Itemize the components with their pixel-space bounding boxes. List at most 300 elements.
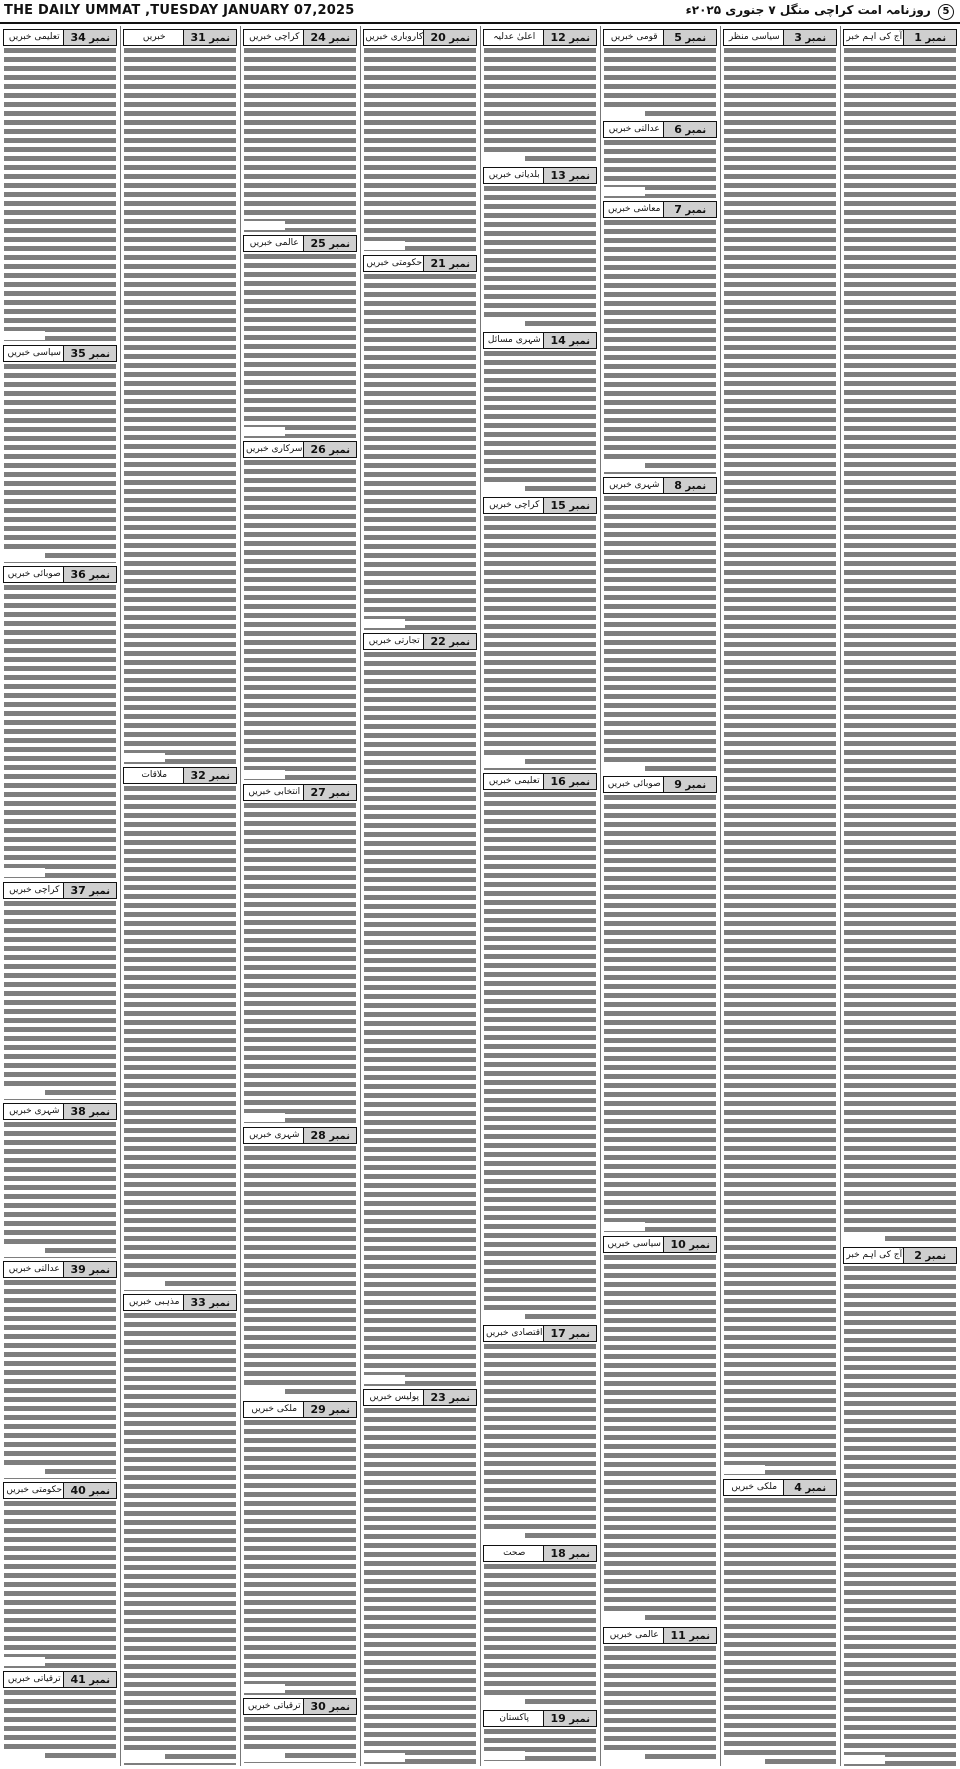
- news-item-title: معاشی خبریں: [608, 204, 661, 214]
- news-item-header: [603, 29, 717, 46]
- news-item: [721, 1476, 839, 1766]
- paragraph-end: [364, 1375, 405, 1384]
- news-item: [361, 252, 479, 630]
- news-item-number: [63, 1483, 116, 1498]
- number-value: 1: [914, 31, 922, 44]
- news-item-number: [63, 1262, 116, 1277]
- news-item-number: [63, 30, 116, 45]
- number-value: 38: [70, 1105, 86, 1118]
- news-item: [361, 26, 479, 252]
- chamber-label: نمبر: [445, 259, 471, 270]
- news-item-header: [3, 1103, 117, 1120]
- paragraph-end: [484, 1311, 525, 1320]
- news-item-body: [604, 220, 716, 474]
- news-item-header: [603, 121, 717, 138]
- paragraph-end: [604, 762, 645, 771]
- chamber-label: نمبر: [921, 1251, 947, 1262]
- news-item-number: [303, 1699, 356, 1714]
- news-item-number: [663, 1237, 716, 1252]
- chamber-label: نمبر: [681, 33, 707, 44]
- chamber-label: نمبر: [85, 33, 111, 44]
- news-item-number: [303, 785, 356, 800]
- news-columns: [0, 26, 960, 1766]
- news-item: [481, 329, 599, 494]
- news-item-body: [484, 792, 596, 1322]
- news-item-title: عدالتی خبریں: [608, 124, 660, 134]
- news-item: [841, 26, 959, 1244]
- news-item: [241, 438, 359, 781]
- news-column: [601, 26, 719, 1766]
- news-item-header: [123, 767, 237, 784]
- news-item: [121, 1291, 239, 1765]
- chamber-label: نمبر: [565, 1549, 591, 1560]
- news-item-header: [483, 332, 597, 349]
- news-item-body: [244, 1146, 356, 1398]
- column-rule: [720, 26, 721, 1766]
- news-item-number: [183, 1295, 236, 1310]
- paragraph-end: [484, 1751, 525, 1760]
- news-item-number: [663, 1628, 716, 1643]
- chamber-label: نمبر: [85, 1265, 111, 1276]
- paragraph-end: [4, 1657, 45, 1666]
- news-item-header: [483, 773, 597, 790]
- number-value: 21: [430, 257, 446, 270]
- chamber-label: نمبر: [85, 1486, 111, 1497]
- number-value: 16: [550, 775, 566, 788]
- paragraph-end: [4, 1751, 45, 1760]
- paragraph-end: [604, 1751, 645, 1760]
- news-item-title: تعلیمی خبریں: [488, 776, 540, 786]
- news-item-number: [423, 256, 476, 271]
- news-item-title: مذہبی خبریں: [128, 1297, 180, 1307]
- news-item: [601, 1233, 719, 1624]
- news-item-header: [483, 1710, 597, 1727]
- news-item: [361, 630, 479, 1386]
- news-item-number: [303, 442, 356, 457]
- chamber-label: نمبر: [565, 171, 591, 182]
- news-item-title: ترقیاتی خبریں: [7, 1674, 61, 1684]
- news-item-number: [663, 202, 716, 217]
- news-item-body: [4, 48, 116, 342]
- news-item-body: [124, 786, 236, 1291]
- news-item-number: [903, 30, 956, 45]
- news-item-header: [123, 29, 237, 46]
- paragraph-end: [844, 1233, 885, 1242]
- paragraph-end: [4, 1247, 45, 1256]
- chamber-label: نمبر: [205, 771, 231, 782]
- number-value: 13: [550, 169, 566, 182]
- news-item-body: [364, 274, 476, 630]
- chamber-label: نمبر: [565, 501, 591, 512]
- chamber-label: نمبر: [685, 1631, 711, 1642]
- news-item-title: اقتصادی خبریں: [485, 1328, 543, 1338]
- number-value: 32: [190, 769, 206, 782]
- number-value: 41: [70, 1673, 86, 1686]
- news-item-body: [124, 48, 236, 764]
- news-item-title: شہری خبریں: [609, 480, 660, 490]
- news-item: [481, 1322, 599, 1542]
- chamber-label: نمبر: [325, 1131, 351, 1142]
- news-item-title: حکومتی خبریں: [6, 1485, 63, 1495]
- chamber-label: نمبر: [325, 1405, 351, 1416]
- number-value: 4: [794, 1481, 802, 1494]
- news-item-body: [124, 1313, 236, 1765]
- news-item: [601, 26, 719, 118]
- paragraph-end: [604, 107, 645, 116]
- news-item-header: [483, 167, 597, 184]
- news-item-body: [364, 1408, 476, 1764]
- news-item: [601, 474, 719, 773]
- number-value: 31: [190, 31, 206, 44]
- news-item-number: [543, 30, 596, 45]
- news-item-body: [364, 652, 476, 1386]
- news-item-number: [543, 1546, 596, 1561]
- news-item-header: [603, 1627, 717, 1644]
- number-value: 29: [310, 1403, 326, 1416]
- number-value: 20: [430, 31, 446, 44]
- news-item: [481, 1542, 599, 1707]
- news-item-body: [844, 48, 956, 1244]
- news-item-title: پاکستان: [499, 1713, 530, 1723]
- news-item-title: عالمی خبریں: [609, 1630, 659, 1640]
- news-item-body: [244, 803, 356, 1124]
- paragraph-end: [604, 1613, 645, 1622]
- news-item-title: شہری مسائل: [487, 335, 541, 345]
- news-item: [121, 764, 239, 1291]
- news-item-title: کراچی خبریں: [489, 500, 540, 510]
- paragraph-end: [4, 1089, 45, 1098]
- paragraph-end: [484, 153, 525, 162]
- paragraph-end: [4, 1468, 45, 1477]
- news-column: [241, 26, 359, 1766]
- news-item-title: عالمی خبریں: [249, 238, 299, 248]
- news-item-body: [484, 1564, 596, 1707]
- column-rule: [840, 26, 841, 1766]
- news-item-body: [244, 254, 356, 438]
- paragraph-end: [4, 552, 45, 561]
- news-item-header: [3, 1671, 117, 1688]
- news-item: [1, 563, 119, 879]
- chamber-label: نمبر: [685, 1240, 711, 1251]
- news-item-header: [243, 1401, 357, 1418]
- number-value: 28: [310, 1129, 326, 1142]
- news-item: [601, 198, 719, 474]
- news-item: [241, 781, 359, 1124]
- news-item-body: [4, 1122, 116, 1258]
- news-item: [841, 1244, 959, 1766]
- chamber-label: نمبر: [681, 481, 707, 492]
- news-item: [481, 26, 599, 164]
- page-number: 5: [938, 4, 954, 20]
- news-item-title: کراچی خبریں: [9, 885, 60, 895]
- news-item: [601, 1624, 719, 1762]
- chamber-label: نمبر: [85, 1675, 111, 1686]
- news-item-title: بلدیاتی خبریں: [488, 170, 540, 180]
- news-item-number: [63, 1104, 116, 1119]
- news-item-header: [243, 441, 357, 458]
- news-column: [1, 26, 119, 1766]
- news-item-number: [543, 168, 596, 183]
- paragraph-end: [364, 619, 405, 628]
- number-value: 37: [70, 884, 86, 897]
- news-item: [1, 1258, 119, 1479]
- news-item-number: [63, 883, 116, 898]
- number-value: 24: [310, 31, 326, 44]
- news-item-header: [3, 345, 117, 362]
- news-item-title: ملاقات: [141, 770, 168, 780]
- news-item-title: انتخابی خبریں: [248, 787, 301, 797]
- news-item-header: [3, 1261, 117, 1278]
- news-item-header: [483, 1545, 597, 1562]
- news-item-header: [123, 1294, 237, 1311]
- number-value: 36: [70, 568, 86, 581]
- news-item: [721, 26, 839, 1476]
- paragraph-end: [124, 1280, 165, 1289]
- paragraph-end: [244, 221, 285, 230]
- news-item: [1, 1668, 119, 1762]
- paragraph-end: [244, 1387, 285, 1396]
- news-item-body: [364, 48, 476, 252]
- news-item-number: [63, 1672, 116, 1687]
- news-item-header: [843, 1247, 957, 1264]
- news-item-title: آج کی اہم خبر: [846, 1250, 903, 1260]
- chamber-label: نمبر: [325, 33, 351, 44]
- paragraph-end: [4, 868, 45, 877]
- news-item-number: [303, 1128, 356, 1143]
- news-column: [361, 26, 479, 1766]
- news-item-number: [663, 122, 716, 137]
- number-value: 25: [310, 237, 326, 250]
- chamber-label: نمبر: [921, 33, 947, 44]
- chamber-label: نمبر: [445, 33, 471, 44]
- news-item-body: [4, 1501, 116, 1668]
- news-item-header: [243, 784, 357, 801]
- news-item-body: [4, 364, 116, 563]
- news-item-number: [663, 478, 716, 493]
- news-item-header: [243, 29, 357, 46]
- news-item-header: [603, 776, 717, 793]
- news-item-header: [603, 201, 717, 218]
- news-item-number: [63, 346, 116, 361]
- news-item: [481, 1707, 599, 1762]
- news-item-body: [844, 1266, 956, 1766]
- number-value: 18: [550, 1547, 566, 1560]
- news-item-header: [3, 29, 117, 46]
- number-value: 6: [674, 123, 682, 136]
- news-item-header: [3, 882, 117, 899]
- news-item-body: [604, 795, 716, 1233]
- news-item-number: [783, 1480, 836, 1495]
- news-item-number: [423, 30, 476, 45]
- number-value: 23: [430, 1391, 446, 1404]
- news-item-number: [63, 567, 116, 582]
- news-item-body: [4, 1280, 116, 1479]
- paragraph-end: [244, 1113, 285, 1122]
- news-item-number: [543, 1326, 596, 1341]
- chamber-label: نمبر: [681, 125, 707, 136]
- number-value: 19: [550, 1712, 566, 1725]
- news-item-body: [484, 48, 596, 164]
- news-item: [601, 118, 719, 198]
- news-item: [361, 1386, 479, 1764]
- news-item-number: [543, 1711, 596, 1726]
- news-item-title: شہری خبریں: [9, 1106, 60, 1116]
- chamber-label: نمبر: [205, 1298, 231, 1309]
- news-item-title: صوبائی خبریں: [607, 779, 661, 789]
- chamber-label: نمبر: [801, 33, 827, 44]
- number-value: 35: [70, 347, 86, 360]
- paragraph-end: [604, 463, 645, 472]
- news-item-title: خبریں: [142, 32, 166, 42]
- number-value: 40: [70, 1484, 86, 1497]
- column-rule: [120, 26, 121, 1766]
- chamber-label: نمبر: [85, 570, 111, 581]
- chamber-label: نمبر: [325, 1702, 351, 1713]
- news-item-title: صحت: [503, 1548, 526, 1558]
- news-item-title: سیاسی خبریں: [607, 1239, 661, 1249]
- news-item-body: [4, 585, 116, 879]
- news-item: [241, 232, 359, 438]
- news-item-number: [303, 30, 356, 45]
- number-value: 22: [430, 635, 446, 648]
- news-item: [241, 26, 359, 232]
- news-item-header: [603, 1236, 717, 1253]
- news-item-header: [483, 29, 597, 46]
- paragraph-end: [844, 1755, 885, 1764]
- news-item-number: [303, 1402, 356, 1417]
- news-item-body: [484, 1344, 596, 1542]
- news-item-title: شہری خبریں: [249, 1130, 300, 1140]
- news-item-number: [783, 30, 836, 45]
- number-value: 7: [674, 203, 682, 216]
- number-value: 3: [794, 31, 802, 44]
- news-item-number: [303, 236, 356, 251]
- news-item-body: [484, 516, 596, 770]
- number-value: 14: [550, 334, 566, 347]
- chamber-label: نمبر: [325, 239, 351, 250]
- news-item-header: [363, 29, 477, 46]
- column-rule: [360, 26, 361, 1766]
- news-item-title: قومی خبریں: [610, 32, 658, 42]
- chamber-label: نمبر: [565, 33, 591, 44]
- masthead-urdu-title: روزنامہ امت کراچی منگل ۷ جنوری ۲۰۲۵ء: [685, 3, 931, 17]
- news-item-title: اعلیٰ عدلیہ: [493, 32, 536, 42]
- chamber-label: نمبر: [445, 637, 471, 648]
- news-item-body: [244, 48, 356, 232]
- news-item-header: [3, 566, 117, 583]
- news-item-body: [4, 901, 116, 1100]
- news-column: [121, 26, 239, 1766]
- paragraph-end: [604, 1222, 645, 1231]
- news-item-title: صوبائی خبریں: [7, 569, 61, 579]
- news-item-body: [484, 186, 596, 329]
- news-item-number: [543, 498, 596, 513]
- news-item-title: ترقیاتی خبریں: [247, 1701, 301, 1711]
- number-value: 17: [550, 1327, 566, 1340]
- news-item-title: سرکاری خبریں: [246, 444, 303, 454]
- news-item-title: تعلیمی خبریں: [8, 32, 60, 42]
- paragraph-end: [484, 318, 525, 327]
- number-value: 34: [70, 31, 86, 44]
- news-item-number: [423, 634, 476, 649]
- news-item-body: [244, 460, 356, 781]
- masthead-english: THE DAILY UMMAT ,TUESDAY JANUARY 07,2025: [4, 3, 355, 18]
- news-item-header: [243, 1698, 357, 1715]
- chamber-label: نمبر: [325, 788, 351, 799]
- news-item: [121, 26, 239, 764]
- paragraph-end: [124, 753, 165, 762]
- chamber-label: نمبر: [205, 33, 231, 44]
- news-item-body: [244, 1420, 356, 1695]
- column-rule: [600, 26, 601, 1766]
- news-item-number: [903, 1248, 956, 1263]
- paragraph-end: [484, 483, 525, 492]
- news-column: [481, 26, 599, 1766]
- news-item: [1, 1479, 119, 1668]
- number-value: 15: [550, 499, 566, 512]
- number-value: 30: [310, 1700, 326, 1713]
- chamber-label: نمبر: [565, 336, 591, 347]
- paragraph-end: [4, 331, 45, 340]
- news-item-number: [183, 768, 236, 783]
- paragraph-end: [364, 241, 405, 250]
- chamber-label: نمبر: [565, 777, 591, 788]
- paragraph-end: [364, 1753, 405, 1762]
- news-column: [841, 26, 959, 1766]
- news-item-header: [723, 1479, 837, 1496]
- number-value: 11: [670, 1629, 686, 1642]
- news-item: [481, 494, 599, 770]
- news-item-body: [604, 1255, 716, 1624]
- chamber-label: نمبر: [801, 1483, 827, 1494]
- news-item-title: سیاسی خبریں: [7, 348, 61, 358]
- chamber-label: نمبر: [565, 1329, 591, 1340]
- news-item-number: [663, 30, 716, 45]
- news-item-title: حکومتی خبریں: [366, 258, 423, 268]
- news-item-header: [483, 1325, 597, 1342]
- number-value: 2: [914, 1249, 922, 1262]
- number-value: 12: [550, 31, 566, 44]
- news-item-title: سیاسی منظر: [728, 32, 780, 42]
- paragraph-end: [244, 427, 285, 436]
- number-value: 27: [310, 786, 326, 799]
- news-item-header: [363, 633, 477, 650]
- chamber-label: نمبر: [85, 886, 111, 897]
- news-item-number: [543, 774, 596, 789]
- news-item-title: کراچی خبریں: [249, 32, 300, 42]
- news-item-header: [363, 1389, 477, 1406]
- news-item: [1, 879, 119, 1100]
- news-item-title: پولیس خبریں: [369, 1392, 420, 1402]
- news-item-title: آج کی اہم خبر: [846, 32, 903, 42]
- news-item-body: [484, 351, 596, 494]
- news-column: [721, 26, 839, 1766]
- chamber-label: نمبر: [325, 445, 351, 456]
- news-item-number: [663, 777, 716, 792]
- masthead-urdu: [686, 3, 954, 20]
- paragraph-end: [124, 1754, 165, 1763]
- news-item-header: [843, 29, 957, 46]
- paragraph-end: [724, 1755, 765, 1764]
- chamber-label: نمبر: [565, 1714, 591, 1725]
- news-item-header: [243, 1127, 357, 1144]
- news-item-title: عدالتی خبریں: [8, 1264, 60, 1274]
- news-item-header: [363, 255, 477, 272]
- news-item: [241, 1695, 359, 1763]
- news-item-title: ملکی خبریں: [251, 1404, 298, 1414]
- news-item: [481, 164, 599, 329]
- number-value: 39: [70, 1263, 86, 1276]
